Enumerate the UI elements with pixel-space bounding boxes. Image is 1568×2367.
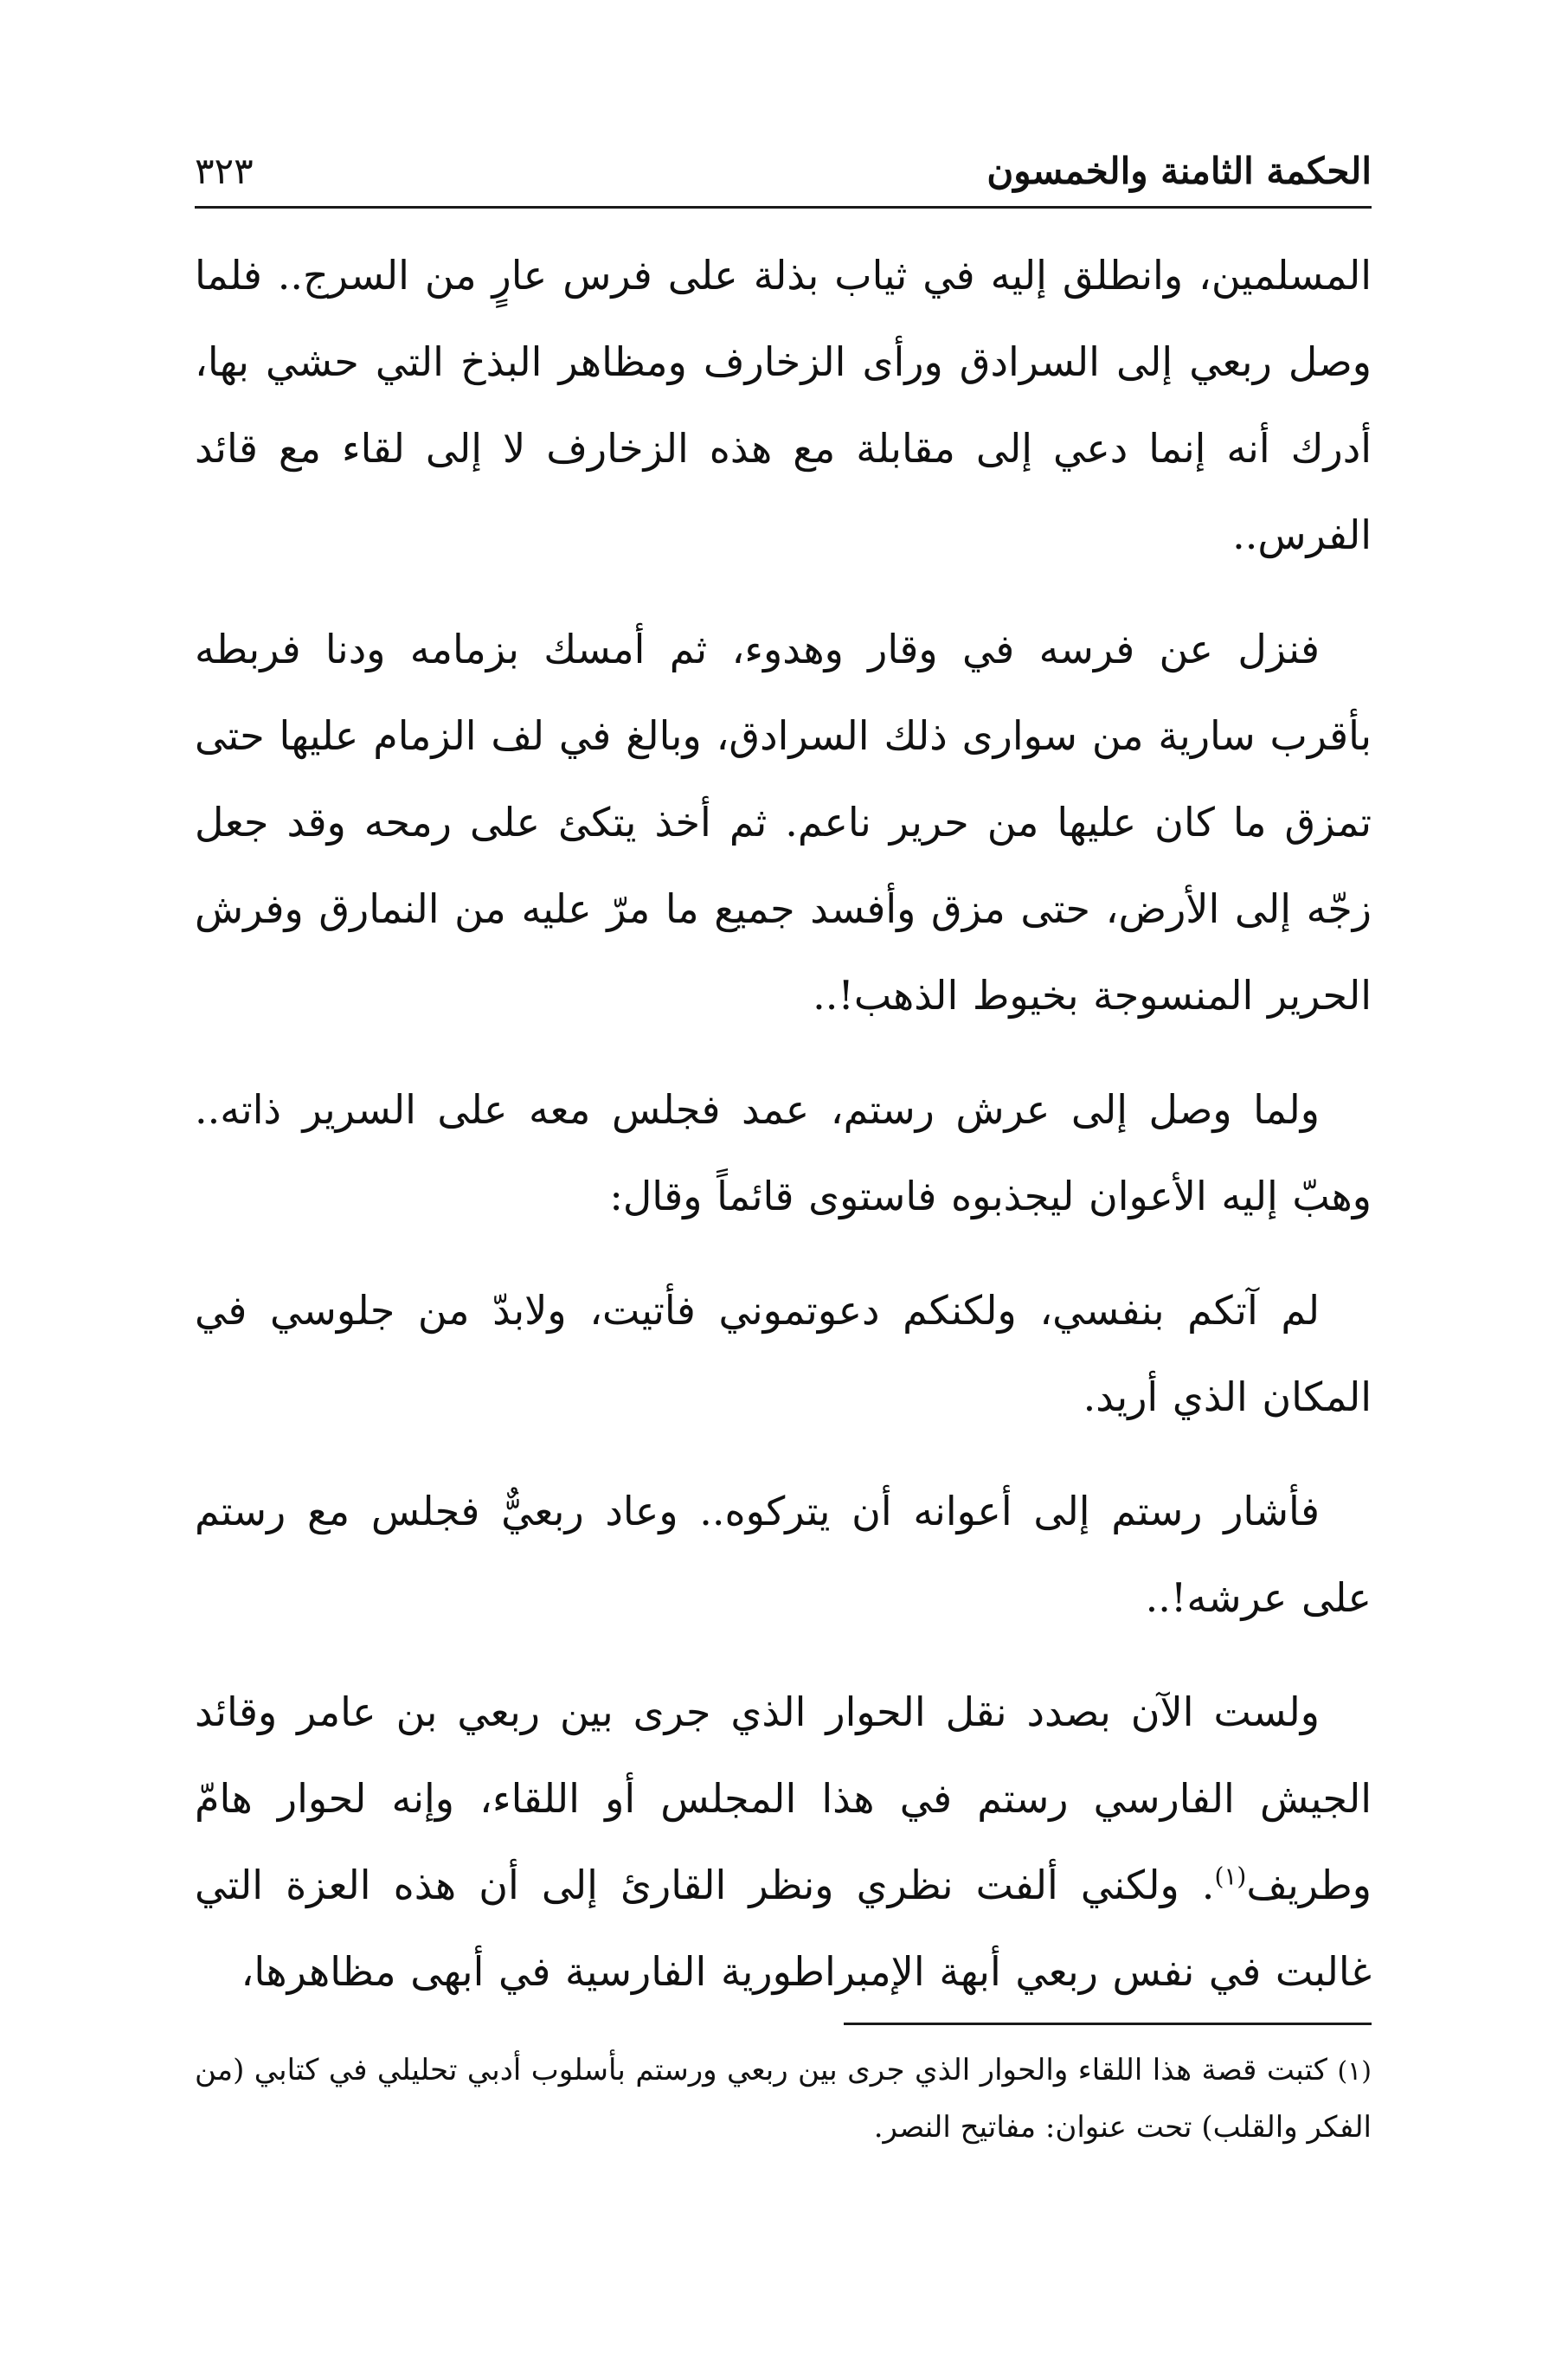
paragraph-text: . ولكني ألفت نظري ونظر القارئ إلى أن هذه العزة التي غالبت في نفس ربعي أبهة الإمبراطورية الفارسية في أبهى مظاهرها، — [195, 1862, 1372, 1995]
footnotes — [195, 2042, 1372, 2155]
footnote-reference[interactable]: (١) — [1214, 1862, 1247, 1891]
paragraph — [195, 1669, 1372, 2015]
footnote — [195, 2042, 1372, 2155]
footnote-rule — [844, 2023, 1372, 2025]
page-header — [195, 130, 1372, 208]
paragraph: المسلمين، وانطلق إليه في ثياب بذلة على فرس عارٍ من السرج.. فلما وصل ربعي إلى السرادق ورأى الزخارف ومظاهر البذخ التي حشي بها، أدرك أنه إنما دعي إلى مقابلة مع هذه الزخارف لا إلى لقاء مع قائد الفرس.. — [195, 252, 1372, 558]
footnote-text: كتبت قصة هذا اللقاء والحوار الذي جرى بين ربعي ورستم بأسلوب أدبي تحليلي في كتابي (من الفكر والقلب) تحت عنوان: مفاتيح النصر. — [195, 2053, 1372, 2145]
header-rule — [195, 206, 1372, 209]
paragraph: لم آتكم بنفسي، ولكنكم دعوتموني فأتيت، ولابدّ من جلوسي في المكان الذي أريد. — [195, 1287, 1372, 1420]
paragraph-text: ولست الآن بصدد نقل الحوار الذي جرى بين ربعي بن عامر وقائد الجيش الفارسي رستم في هذا المجلس أو اللقاء، وإنه لحوار هامّ وطريف — [195, 1688, 1372, 1908]
chapter-title: الحكمة الثامنة والخمسون — [986, 150, 1372, 192]
body-text — [195, 232, 1372, 2042]
footnote-marker: (١) — [1337, 2056, 1372, 2087]
paragraph: فأشار رستم إلى أعوانه أن يتركوه.. وعاد ربعيٌّ فجلس مع رستم على عرشه!.. — [195, 1488, 1372, 1621]
paragraph: ولما وصل إلى عرش رستم، عمد فجلس معه على السرير ذاته.. وهبّ إليه الأعوان ليجذبوه فاستوى قائماً وقال: — [195, 1086, 1372, 1219]
paragraph: فنزل عن فرسه في وقار وهدوء، ثم أمسك بزمامه ودنا فربطه بأقرب سارية من سوارى ذلك السرادق، وبالغ في لف الزمام عليها حتى تمزق ما كان عليها من حرير ناعم. ثم أخذ يتكئ على رمحه وقد جعل زجّه إلى الأرض، حتى مزق وأفسد جميع ما مرّ عليه من النمارق وفرش الحرير المنسوجة بخيوط الذهب!.. — [195, 626, 1372, 1019]
page-number: ٣٢٣ — [195, 150, 254, 192]
